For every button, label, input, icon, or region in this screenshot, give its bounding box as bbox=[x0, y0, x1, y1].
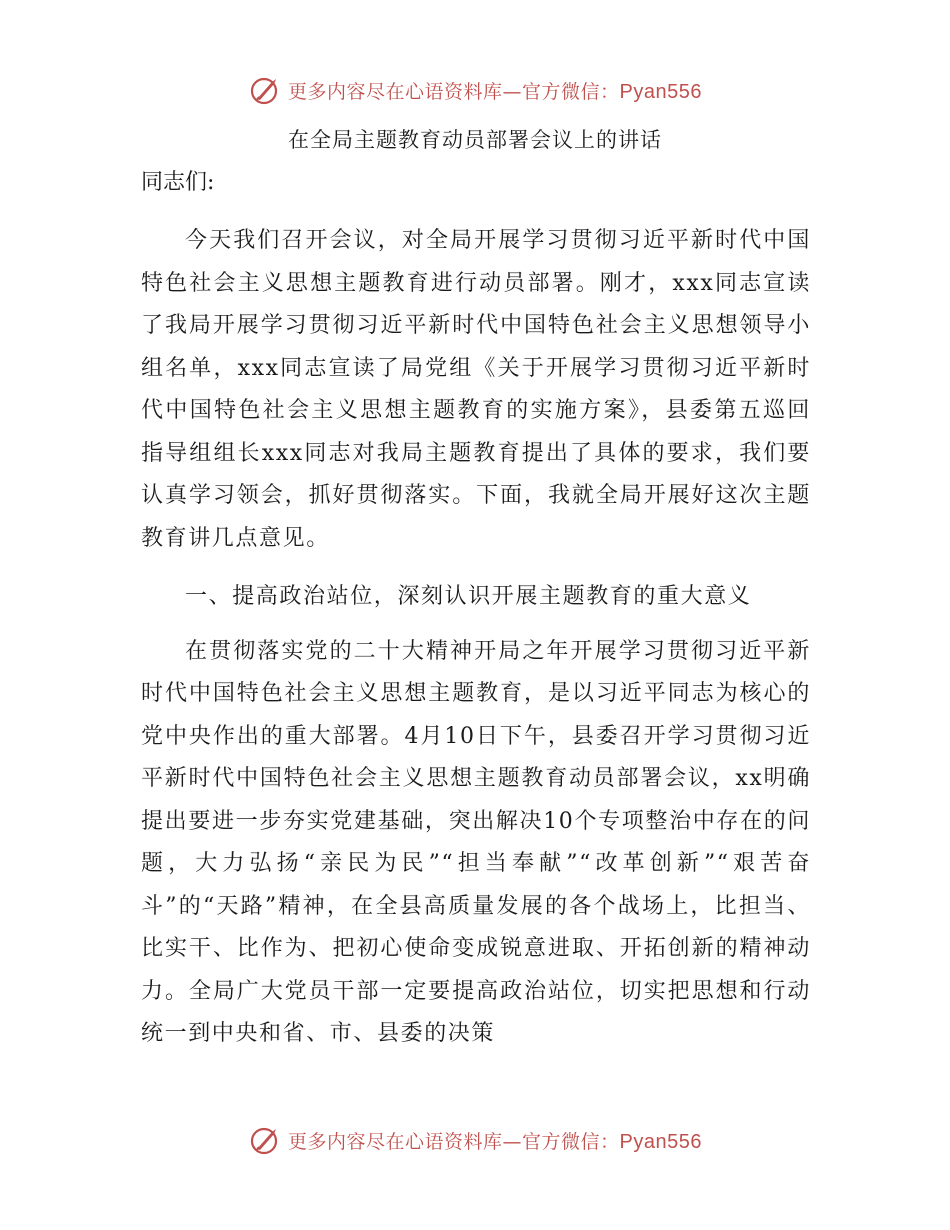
watermark-official-label: 官方微信： bbox=[522, 80, 620, 103]
document-title: 在全局主题教育动员部署会议上的讲话 bbox=[288, 128, 662, 152]
watermark-main-text: 更多内容尽在心语资料库 bbox=[288, 80, 503, 103]
watermark-header bbox=[0, 70, 950, 110]
section-heading-1: 一、提高政治站位，深刻认识开展主题教育的重大意义 bbox=[185, 584, 752, 609]
watermark-official-label: 官方微信： bbox=[522, 1130, 620, 1153]
quill-pen-icon bbox=[248, 1123, 282, 1157]
quill-pen-icon bbox=[248, 73, 282, 107]
document-body bbox=[141, 140, 811, 1056]
watermark-separator: — bbox=[502, 80, 523, 103]
watermark-wechat-id: Pyan556 bbox=[619, 80, 702, 103]
salutation: 同志们: bbox=[141, 170, 215, 195]
watermark-wechat-id: Pyan556 bbox=[619, 1130, 702, 1153]
watermark-main-text: 更多内容尽在心语资料库 bbox=[288, 1130, 503, 1153]
paragraph-section-1: 在贯彻落实党的二十大精神开局之年开展学习贯彻习近平新时代中国特色社会主义思想主题教育，是以习近平同志为核心的党中央作出的重大部署。4月10日下午，县委召开学习贯彻习近平新时代中国特色社会主义思想主题教育动员部署会议，xx明确提出要进一步夯实党建基础，突出解决10个专项整治中存在的问题，大力弘扬“亲民为民”“担当奉献”“改革创新”“艰苦奋斗”的“天路”精神，在全县高质量发展的各个战场上，比担当、比实干、比作为、把初心使命变成锐意进取、开拓创新的精神动力。全局广大党员干部一定要提高政治站位，切实把思想和行动统一到中央和省、市、县委的决策 bbox=[141, 638, 811, 1046]
paragraph-intro: 今天我们召开会议，对全局开展学习贯彻习近平新时代中国特色社会主义思想主题教育进行动员部署。刚才，xxx同志宣读了我局开展学习贯彻习近平新时代中国特色社会主义思想领导小组名单，xxx同志宣读了局党组《关于开展学习贯彻习近平新时代中国特色社会主义思想主题教育的实施方案》，县委第五巡回指导组组长xxx同志对我局主题教育提出了具体的要求，我们要认真学习领会，抓好贯彻落实。下面，我就全局开展好这次主题教育讲几点意见。 bbox=[141, 228, 811, 551]
watermark-text bbox=[288, 77, 702, 104]
watermark-footer bbox=[0, 1120, 950, 1160]
watermark-text bbox=[288, 1127, 702, 1154]
watermark-separator: — bbox=[502, 1130, 523, 1153]
